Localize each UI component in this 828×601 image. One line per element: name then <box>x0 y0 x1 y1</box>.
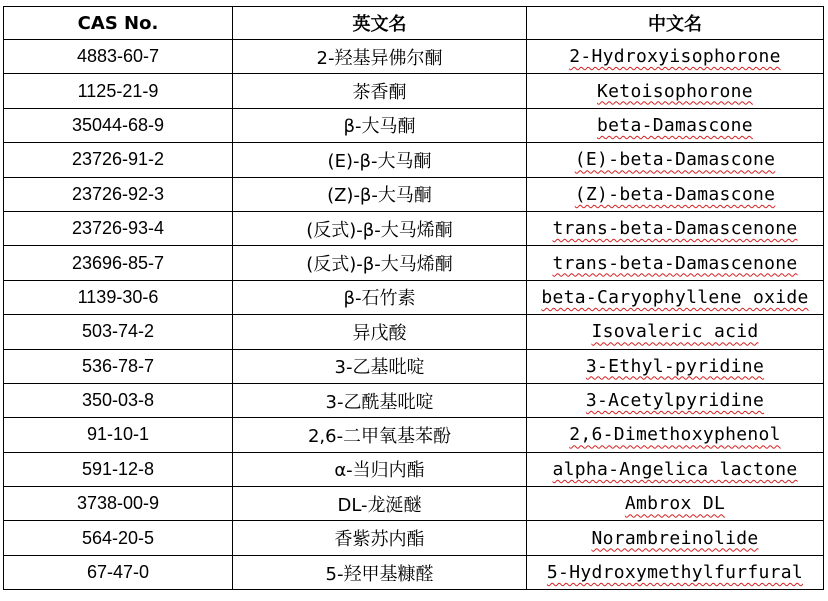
cas-number-cell: 91-10-1 <box>4 418 233 452</box>
cas-number-cell: 23726-92-3 <box>4 177 233 211</box>
english-name-text: alpha-Angelica lactone <box>552 458 798 480</box>
english-name-text: beta-Caryophyllene oxide <box>541 286 809 308</box>
cas-number-cell: 591-12-8 <box>4 452 233 486</box>
table-row <box>4 383 824 417</box>
english-name-text: 5-Hydroxymethylfurfural <box>546 562 804 584</box>
table-row <box>4 452 824 486</box>
english-name-text: trans-beta-Damascenone <box>552 218 798 240</box>
english-name-text: (Z)-beta-Damascone <box>574 183 776 205</box>
english-name-cell <box>527 246 824 280</box>
chinese-name-cell: 茶香酮 <box>233 74 527 108</box>
english-name-cell <box>527 177 824 211</box>
compound-table-container <box>3 6 823 590</box>
chinese-name-cell: 3-乙基吡啶 <box>233 349 527 383</box>
english-name-text: 3-Acetylpyridine <box>585 390 765 412</box>
chinese-name-cell: α-当归内酯 <box>233 452 527 486</box>
table-row <box>4 108 824 142</box>
compound-table <box>3 6 824 590</box>
english-name-cell <box>527 280 824 314</box>
english-name-cell <box>527 143 824 177</box>
cas-number-cell: 536-78-7 <box>4 349 233 383</box>
english-name-text: Ambrox DL <box>624 493 726 515</box>
table-row <box>4 177 824 211</box>
english-name-cell <box>527 315 824 349</box>
chinese-name-cell: β-石竹素 <box>233 280 527 314</box>
header-cas: CAS No. <box>4 7 233 40</box>
english-name-text: Ketoisophorone <box>597 80 753 102</box>
english-name-text: Norambreinolide <box>591 527 759 549</box>
english-name-cell <box>527 40 824 74</box>
chinese-name-cell: β-大马酮 <box>233 108 527 142</box>
cas-number-cell: 67-47-0 <box>4 555 233 589</box>
english-name-cell <box>527 383 824 417</box>
chinese-name-cell: DL-龙涎醚 <box>233 487 527 521</box>
english-name-cell <box>527 521 824 555</box>
chinese-name-cell: 2-羟基异佛尔酮 <box>233 40 527 74</box>
english-name-cell <box>527 418 824 452</box>
english-name-cell <box>527 452 824 486</box>
english-name-text: 3-Ethyl-pyridine <box>585 355 765 377</box>
table-row <box>4 315 824 349</box>
chinese-name-cell: (反式)-β-大马烯酮 <box>233 246 527 280</box>
header-chinese-name: 中文名 <box>527 7 824 40</box>
chinese-name-cell: (反式)-β-大马烯酮 <box>233 211 527 245</box>
english-name-text: Isovaleric acid <box>591 321 759 343</box>
table-row <box>4 74 824 108</box>
english-name-cell <box>527 211 824 245</box>
english-name-text: 2-Hydroxyisophorone <box>569 46 781 68</box>
cas-number-cell: 1125-21-9 <box>4 74 233 108</box>
cas-number-cell: 1139-30-6 <box>4 280 233 314</box>
table-row <box>4 487 824 521</box>
header-row <box>4 7 824 40</box>
english-name-text: trans-beta-Damascenone <box>552 252 798 274</box>
english-name-text: (E)-beta-Damascone <box>574 149 776 171</box>
cas-number-cell: 350-03-8 <box>4 383 233 417</box>
chinese-name-cell: (Z)-β-大马酮 <box>233 177 527 211</box>
chinese-name-cell: (E)-β-大马酮 <box>233 143 527 177</box>
english-name-cell <box>527 108 824 142</box>
chinese-name-cell: 2,6-二甲氧基苯酚 <box>233 418 527 452</box>
table-row <box>4 246 824 280</box>
table-row <box>4 555 824 589</box>
cas-number-cell: 4883-60-7 <box>4 40 233 74</box>
chinese-name-cell: 异戊酸 <box>233 315 527 349</box>
header-english-name: 英文名 <box>233 7 527 40</box>
table-row <box>4 40 824 74</box>
english-name-cell <box>527 74 824 108</box>
cas-number-cell: 23696-85-7 <box>4 246 233 280</box>
cas-number-cell: 23726-91-2 <box>4 143 233 177</box>
cas-number-cell: 564-20-5 <box>4 521 233 555</box>
chinese-name-cell: 香紫苏内酯 <box>233 521 527 555</box>
table-row <box>4 143 824 177</box>
table-row <box>4 418 824 452</box>
english-name-text: beta-Damascone <box>597 114 753 136</box>
table-row <box>4 280 824 314</box>
table-row <box>4 521 824 555</box>
table-row <box>4 349 824 383</box>
cas-number-cell: 503-74-2 <box>4 315 233 349</box>
chinese-name-cell: 5-羟甲基糠醛 <box>233 555 527 589</box>
english-name-cell <box>527 487 824 521</box>
table-row <box>4 211 824 245</box>
english-name-cell <box>527 555 824 589</box>
english-name-cell <box>527 349 824 383</box>
chinese-name-cell: 3-乙酰基吡啶 <box>233 383 527 417</box>
english-name-text: 2,6-Dimethoxyphenol <box>569 424 781 446</box>
cas-number-cell: 23726-93-4 <box>4 211 233 245</box>
cas-number-cell: 3738-00-9 <box>4 487 233 521</box>
cas-number-cell: 35044-68-9 <box>4 108 233 142</box>
